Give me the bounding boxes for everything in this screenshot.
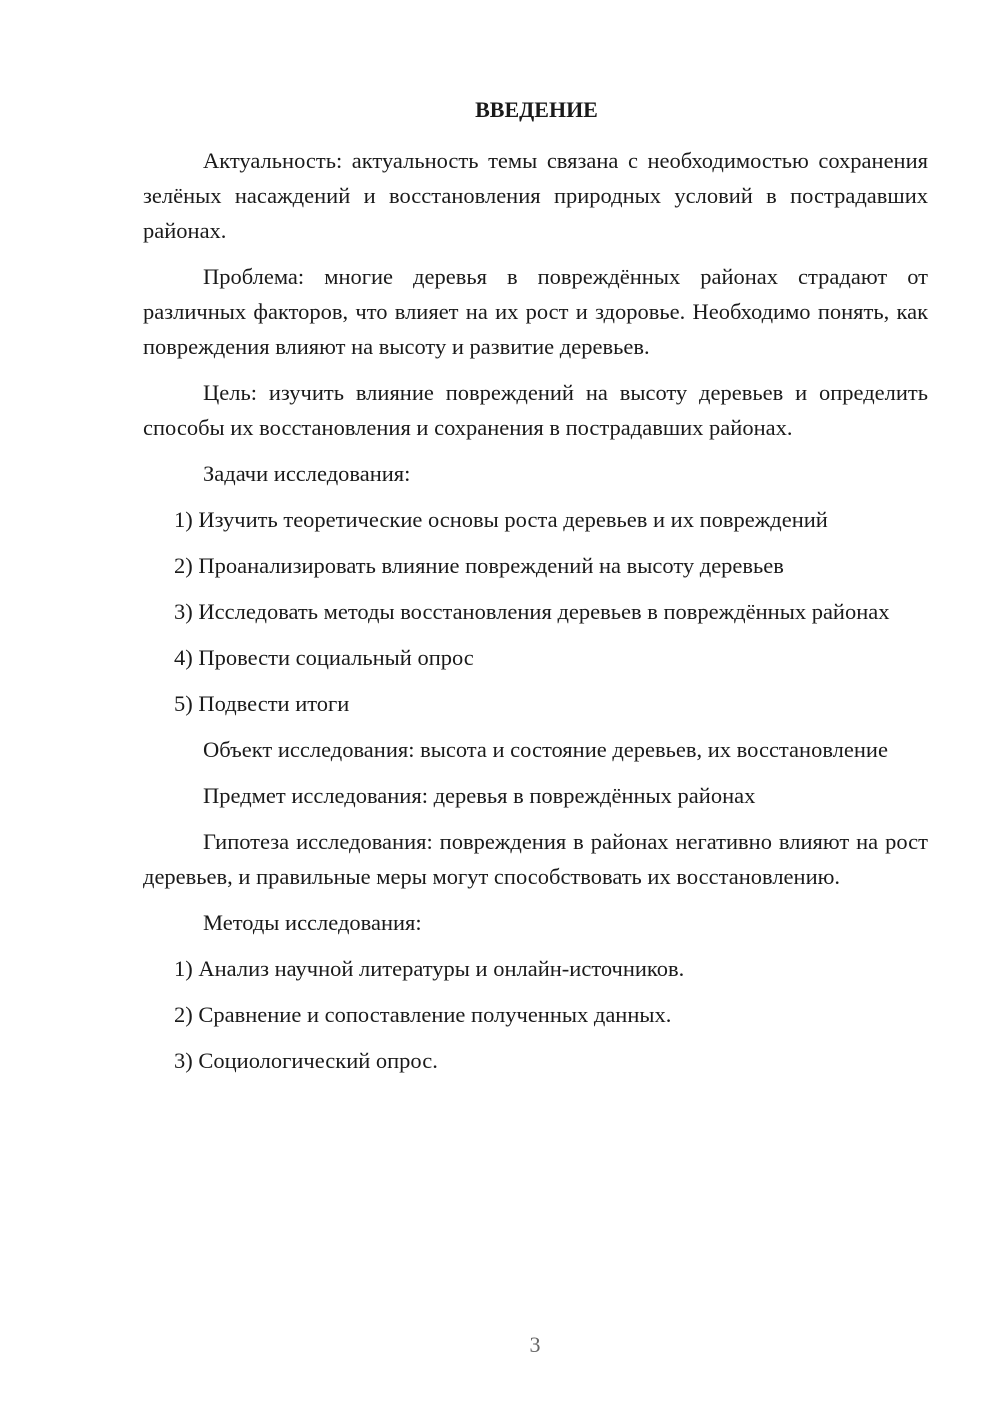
tasks-list: [143, 502, 928, 721]
list-item: 3) Социологический опрос.: [174, 1048, 438, 1073]
object-paragraph: Объект исследования: высота и состояние деревьев, их восстановление: [203, 737, 888, 762]
tasks-heading: Задачи исследования:: [203, 461, 411, 486]
subject-paragraph: Предмет исследования: деревья в повреждённых районах: [203, 783, 756, 808]
section-title: ВВЕДЕНИЕ: [475, 97, 598, 122]
list-item: 3) Исследовать методы восстановления деревьев в повреждённых районах: [174, 599, 890, 624]
list-item: 1) Анализ научной литературы и онлайн-источников.: [174, 956, 685, 981]
list-item: 2) Сравнение и сопоставление полученных данных.: [174, 1002, 672, 1027]
list-item: 1) Изучить теоретические основы роста деревьев и их повреждений: [174, 507, 828, 532]
list-item: 4) Провести социальный опрос: [174, 645, 474, 670]
problem-paragraph: Проблема: многие деревья в повреждённых районах страдают от различных факторов, что влияет на их рост и здоровье. Необходимо понять, как повреждения влияют на высоту и развитие деревьев.: [143, 264, 928, 359]
page-number: 3: [529, 1332, 541, 1357]
goal-paragraph: Цель: изучить влияние повреждений на высоту деревьев и определить способы их восстановления и сохранения в пострадавших районах.: [143, 380, 928, 440]
list-item: 5) Подвести итоги: [174, 691, 350, 716]
hypothesis-paragraph: Гипотеза исследования: повреждения в районах негативно влияют на рост деревьев, и правильные меры могут способствовать их восстановлению.: [143, 829, 928, 889]
list-item: 2) Проанализировать влияние повреждений на высоту деревьев: [174, 553, 784, 578]
methods-heading: Методы исследования:: [203, 910, 422, 935]
document-page: [143, 95, 928, 1089]
methods-list: [143, 951, 928, 1078]
relevance-paragraph: Актуальность: актуальность темы связана с необходимостью сохранения зелёных насаждений и восстановления природных условий в пострадавших районах.: [143, 148, 928, 243]
